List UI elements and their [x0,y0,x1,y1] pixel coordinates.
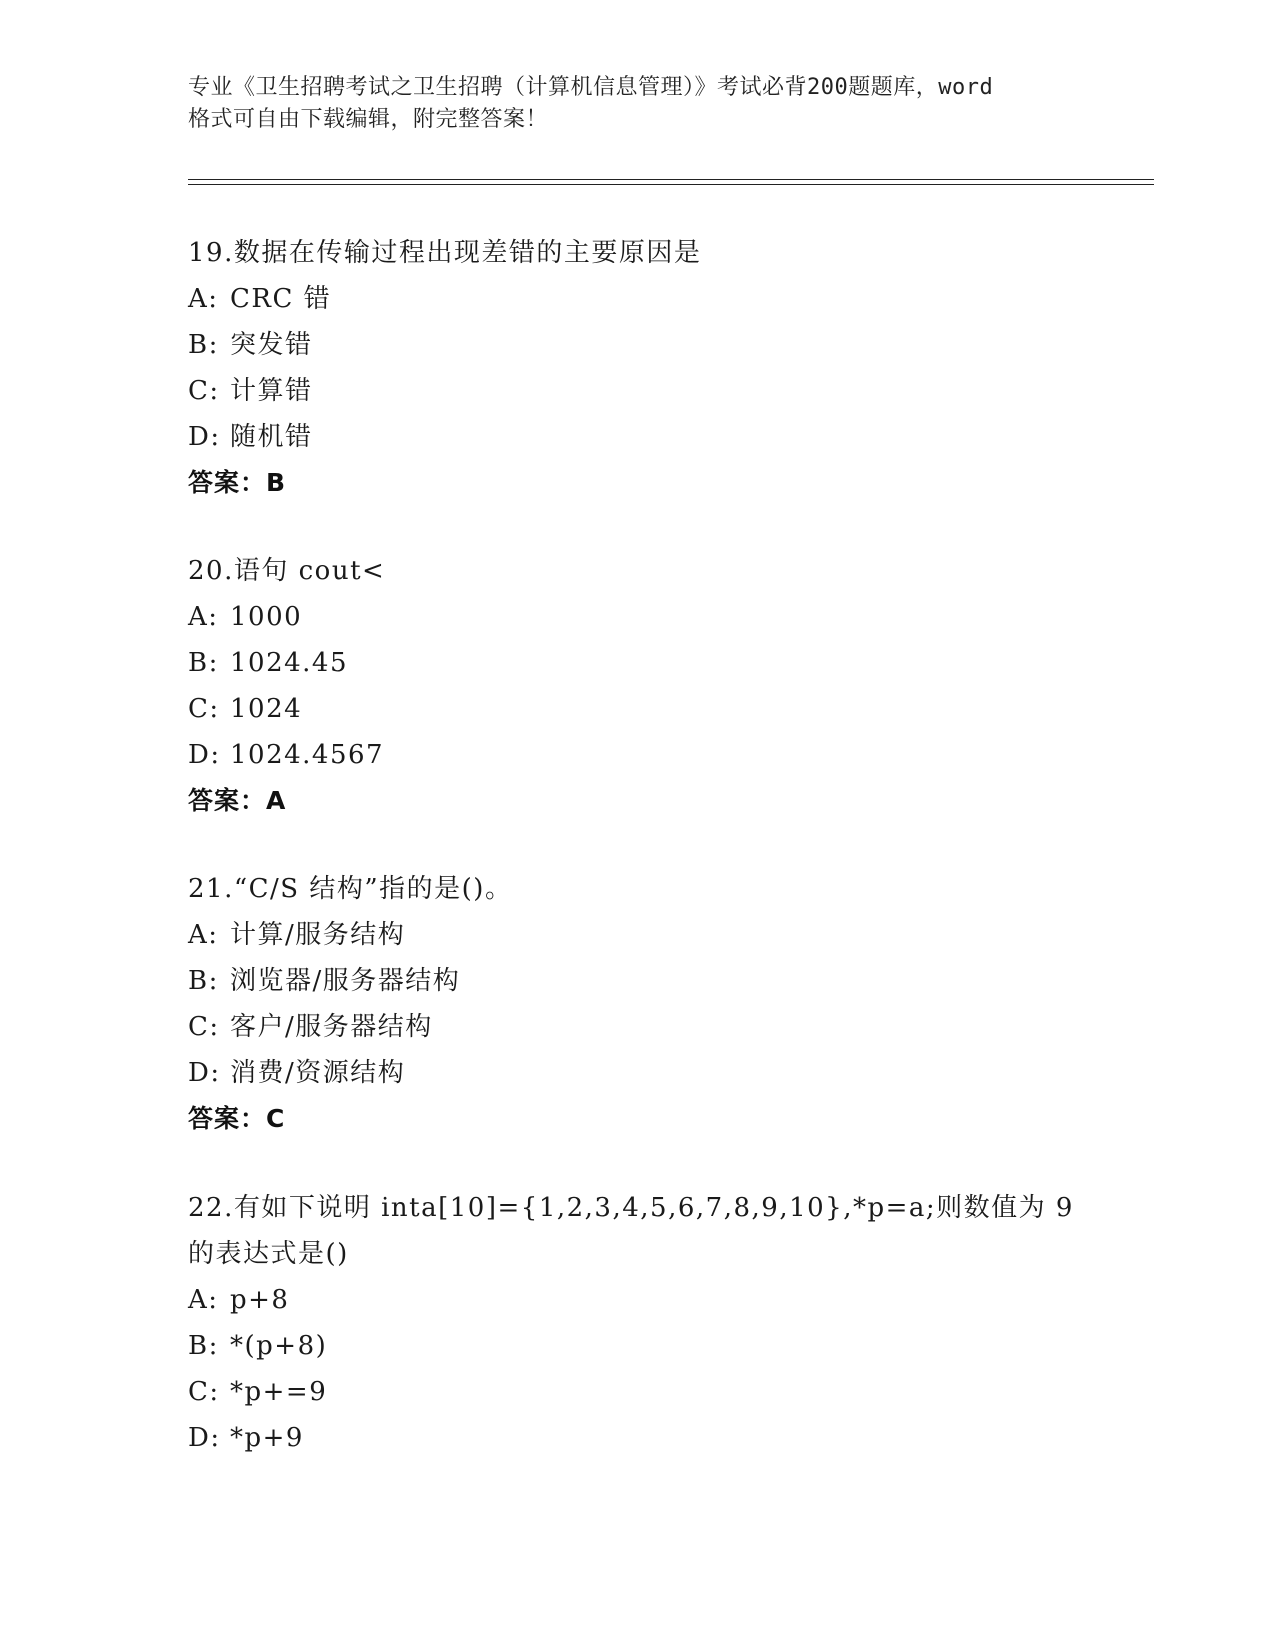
question-stem: 21.“C/S 结构”指的是()。 [188,874,513,904]
option-key: B: [188,1331,219,1361]
option-key: D: [188,422,221,452]
option-key: A: [188,284,219,314]
option-text: 计算/服务结构 [230,920,406,950]
option-text: p+8 [230,1285,290,1315]
option-text: 消费/资源结构 [230,1058,406,1088]
option-text: 1024 [230,694,303,724]
option-d [188,1415,1128,1461]
option-c [188,1004,1128,1050]
question-22 [188,1185,1128,1461]
option-key: A: [188,602,219,632]
option-key: C: [188,694,220,724]
header-line-1: 专业《卫生招聘考试之卫生招聘（计算机信息管理）》考试必背200题题库，word [188,75,994,100]
option-d [188,1050,1128,1096]
option-a [188,1277,1128,1323]
option-b [188,322,1128,368]
option-text: 随机错 [230,422,313,452]
answer-label: 答案：B [188,468,287,497]
option-text: 1000 [230,602,303,632]
option-key: A: [188,1285,219,1315]
header-divider-top [188,179,1154,180]
option-key: B: [188,966,219,996]
option-a [188,594,1128,640]
question-stem: 20.语句 cout< [188,556,386,586]
option-b [188,1323,1128,1369]
question-stem: 19.数据在传输过程出现差错的主要原因是 [188,238,702,268]
option-text: 浏览器/服务器结构 [230,966,461,996]
option-c [188,1369,1128,1415]
option-text: 客户/服务器结构 [230,1012,433,1042]
option-key: B: [188,330,219,360]
header-divider-bottom [188,184,1154,185]
option-d [188,414,1128,460]
option-c [188,686,1128,732]
option-key: D: [188,740,221,770]
option-text: 突发错 [230,330,313,360]
option-key: A: [188,920,219,950]
header-line-2: 格式可自由下载编辑，附完整答案！ [188,107,549,132]
option-d [188,732,1128,778]
document-header [188,72,1088,136]
option-text: *p+9 [230,1423,304,1453]
option-b [188,958,1128,1004]
option-text: *(p+8) [230,1331,328,1361]
option-key: D: [188,1058,221,1088]
option-key: B: [188,648,219,678]
option-text: CRC 错 [230,284,332,314]
question-20 [188,548,1128,824]
option-text: *p+=9 [230,1377,328,1407]
question-21 [188,866,1128,1142]
question-stem: 22.有如下说明 inta[10]={1,2,3,4,5,6,7,8,9,10},*p=a;则数值为 9 [188,1193,1074,1223]
option-text: 1024.45 [230,648,349,678]
option-c [188,368,1128,414]
option-key: D: [188,1423,221,1453]
option-text: 计算错 [230,376,313,406]
option-b [188,640,1128,686]
option-key: C: [188,1012,220,1042]
option-text: 1024.4567 [230,740,385,770]
option-key: C: [188,1377,220,1407]
answer-label: 答案：A [188,786,287,815]
option-a [188,276,1128,322]
option-a [188,912,1128,958]
option-key: C: [188,376,220,406]
question-19 [188,230,1128,506]
answer-label: 答案：C [188,1104,286,1133]
question-stem-continued: 的表达式是() [188,1239,349,1269]
